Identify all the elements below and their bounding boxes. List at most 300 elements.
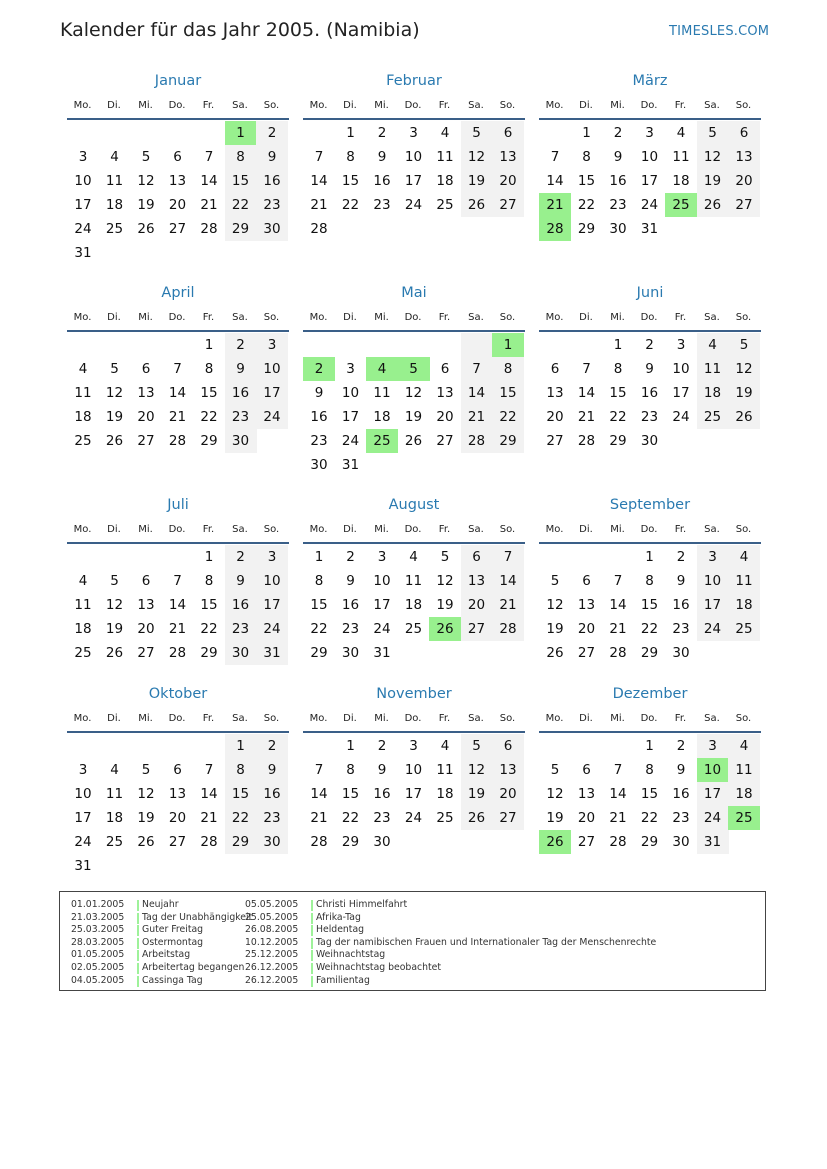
holiday-name: Familientag <box>316 974 370 986</box>
weekday-label: Di. <box>579 524 593 535</box>
holiday-date: 25.05.2005 <box>245 911 299 923</box>
day-cell: 4 <box>440 738 450 754</box>
day-cell: 20 <box>168 197 187 213</box>
day-cell: 13 <box>577 786 596 802</box>
day-cell: 15 <box>310 597 328 613</box>
day-cell: 18 <box>672 173 690 189</box>
day-grid <box>539 121 761 265</box>
day-cell: 16 <box>640 385 659 401</box>
weekday-label: Do. <box>168 312 186 323</box>
weekday-label: Mi. <box>610 312 625 323</box>
day-cell: 30 <box>256 830 288 854</box>
day-cell: 11 <box>404 573 423 589</box>
day-cell: 20 <box>492 782 524 806</box>
day-cell: 20 <box>436 409 454 425</box>
day-cell: 17 <box>373 597 391 613</box>
day-cell: 6 <box>461 545 493 569</box>
day-cell: 2 <box>225 333 257 357</box>
weekday-label: Sa. <box>232 100 248 111</box>
weekday-label: Mi. <box>374 312 389 323</box>
day-cell: 3 <box>409 738 418 754</box>
day-cell: 20 <box>137 621 155 637</box>
day-cell: 4 <box>676 125 686 141</box>
day-cell: 2 <box>377 738 387 754</box>
day-cell: 3 <box>377 549 387 565</box>
day-cell: 23 <box>640 409 659 425</box>
day-cell: 14 <box>577 385 596 401</box>
day-cell: 14 <box>310 173 328 189</box>
month-name: Juli <box>167 497 189 513</box>
day-cell: 11 <box>105 786 124 802</box>
weekday-label: Fr. <box>202 100 215 111</box>
day-cell: 18 <box>74 409 92 425</box>
day-cell: 10 <box>256 357 288 381</box>
day-cell: 26 <box>105 645 124 661</box>
day-cell: 11 <box>728 569 760 593</box>
header-divider <box>539 731 761 733</box>
day-cell: 29 <box>310 645 328 661</box>
day-cell: 4 <box>409 549 418 565</box>
day-cell: 21 <box>577 409 596 425</box>
day-cell: 3 <box>409 125 418 141</box>
month-name: Mai <box>401 285 427 301</box>
day-cell: 6 <box>173 762 182 778</box>
day-cell: 3 <box>256 333 288 357</box>
day-cell: 22 <box>341 197 360 213</box>
holiday-marker <box>137 963 139 974</box>
day-cell: 21 <box>310 197 328 213</box>
day-cell: 11 <box>436 149 454 165</box>
day-cell: 2 <box>346 549 355 565</box>
day-cell: 10 <box>74 786 92 802</box>
month-name: September <box>609 497 691 513</box>
day-cell: 26 <box>137 834 155 850</box>
header-divider <box>303 330 525 332</box>
day-cell: 14 <box>492 569 524 593</box>
day-cell: 16 <box>225 381 257 405</box>
day-cell: 15 <box>640 786 659 802</box>
weekday-label: Mo. <box>73 100 92 111</box>
day-cell: 8 <box>346 762 355 778</box>
day-cell: 29 <box>200 433 218 449</box>
day-cell: 15 <box>577 173 596 189</box>
day-cell: 11 <box>697 357 729 381</box>
header-divider <box>67 330 289 332</box>
day-cell: 10 <box>640 149 659 165</box>
weekday-label: Fr. <box>438 713 451 724</box>
day-cell: 16 <box>672 786 690 802</box>
day-cell: 16 <box>341 597 360 613</box>
holiday-name: Weihnachtstag beobachtet <box>316 961 442 973</box>
weekday-label: Fr. <box>674 524 687 535</box>
weekday-header <box>67 524 289 538</box>
day-cell: 24 <box>404 197 423 213</box>
day-cell: 20 <box>168 810 187 826</box>
month-name: Januar <box>154 73 202 89</box>
day-cell: 18 <box>436 786 454 802</box>
day-cell: 3 <box>346 361 355 377</box>
day-cell: 10 <box>341 385 360 401</box>
weekday-label: So. <box>735 524 752 535</box>
weekday-label: Mo. <box>545 312 564 323</box>
header-divider <box>303 731 525 733</box>
day-cell: 9 <box>676 573 686 589</box>
day-cell: 16 <box>672 597 690 613</box>
day-cell: 7 <box>492 545 524 569</box>
day-cell: 9 <box>225 357 257 381</box>
day-cell: 25 <box>436 810 454 826</box>
day-cell: 18 <box>373 409 391 425</box>
day-cell: 6 <box>582 762 591 778</box>
day-cell: 15 <box>341 173 360 189</box>
day-cell: 27 <box>168 834 187 850</box>
day-cell: 3 <box>697 734 729 758</box>
weekday-label: Fr. <box>438 524 451 535</box>
holiday-date: 25.12.2005 <box>245 949 299 961</box>
day-cell: 7 <box>173 361 182 377</box>
day-cell: 4 <box>78 573 88 589</box>
day-cell: 14 <box>200 786 218 802</box>
day-cell: 4 <box>78 361 88 377</box>
weekday-label: Mo. <box>545 100 564 111</box>
day-cell: 4 <box>728 734 760 758</box>
weekday-label: Mi. <box>138 713 153 724</box>
day-cell: 14 <box>168 385 187 401</box>
weekday-label: Do. <box>404 100 422 111</box>
day-cell: 17 <box>404 786 423 802</box>
weekday-label: Sa. <box>468 100 484 111</box>
day-cell: 1 <box>204 549 214 565</box>
holiday-name: Arbeitertag begangen <box>142 961 245 973</box>
holiday-day-cell: 26 <box>429 617 461 641</box>
holiday-date: 25.03.2005 <box>71 924 125 936</box>
holiday-day-cell: 1 <box>492 333 524 357</box>
day-cell: 30 <box>310 457 328 473</box>
day-cell: 9 <box>676 762 686 778</box>
weekday-header <box>303 100 525 114</box>
day-cell: 22 <box>492 405 524 429</box>
day-cell: 10 <box>256 569 288 593</box>
holiday-day-cell: 26 <box>539 830 571 854</box>
day-cell: 24 <box>672 409 690 425</box>
weekday-label: Di. <box>343 100 357 111</box>
holiday-day-cell: 25 <box>366 429 398 453</box>
day-cell: 31 <box>256 641 288 665</box>
day-cell: 30 <box>256 217 288 241</box>
holiday-date: 04.05.2005 <box>71 974 125 986</box>
day-cell: 6 <box>728 121 760 145</box>
day-cell: 2 <box>256 734 288 758</box>
day-cell: 15 <box>225 782 257 806</box>
weekday-header <box>303 524 525 538</box>
day-cell: 5 <box>550 762 560 778</box>
day-cell: 1 <box>645 738 654 754</box>
holiday-marker <box>137 938 139 949</box>
day-cell: 29 <box>640 645 659 661</box>
day-cell: 12 <box>728 357 760 381</box>
weekday-label: Do. <box>640 713 658 724</box>
weekday-header <box>539 312 761 326</box>
day-cell: 30 <box>225 429 257 453</box>
day-cell: 4 <box>440 125 450 141</box>
day-grid <box>539 545 761 689</box>
day-cell: 16 <box>609 173 627 189</box>
weekday-label: Do. <box>404 524 422 535</box>
weekday-header <box>539 524 761 538</box>
day-grid <box>303 545 525 689</box>
holiday-marker <box>137 950 139 961</box>
day-cell: 15 <box>492 381 524 405</box>
day-cell: 27 <box>168 221 187 237</box>
day-cell: 13 <box>492 145 524 169</box>
day-cell: 4 <box>110 762 119 778</box>
weekday-label: Do. <box>168 713 186 724</box>
day-cell: 12 <box>461 758 493 782</box>
day-cell: 15 <box>200 385 218 401</box>
weekday-label: Sa. <box>704 524 720 535</box>
day-cell: 25 <box>74 433 92 449</box>
day-cell: 25 <box>436 197 454 213</box>
holiday-marker <box>137 925 139 936</box>
day-grid <box>67 121 289 265</box>
holiday-marker <box>311 963 313 974</box>
weekday-label: Fr. <box>202 524 215 535</box>
day-cell: 9 <box>225 569 257 593</box>
day-cell: 23 <box>373 197 391 213</box>
day-cell: 12 <box>137 173 155 189</box>
day-cell: 5 <box>461 734 493 758</box>
day-cell: 20 <box>137 409 155 425</box>
day-cell: 29 <box>200 645 218 661</box>
day-cell: 1 <box>346 738 355 754</box>
day-cell: 31 <box>74 858 92 874</box>
weekday-label: Sa. <box>468 312 484 323</box>
day-cell: 23 <box>341 621 360 637</box>
day-cell: 27 <box>492 806 524 830</box>
holiday-day-cell: 25 <box>665 193 697 217</box>
day-cell: 16 <box>225 593 257 617</box>
weekday-label: So. <box>263 524 280 535</box>
day-cell: 28 <box>310 834 328 850</box>
day-cell: 28 <box>461 429 493 453</box>
day-cell: 19 <box>137 197 155 213</box>
weekday-label: Fr. <box>202 713 215 724</box>
day-cell: 9 <box>346 573 355 589</box>
day-cell: 21 <box>461 405 493 429</box>
day-cell: 9 <box>256 145 288 169</box>
day-cell: 24 <box>404 810 423 826</box>
header-divider <box>539 542 761 544</box>
weekday-label: Di. <box>579 713 593 724</box>
day-cell: 16 <box>310 409 328 425</box>
holiday-name: Christi Himmelfahrt <box>316 899 408 910</box>
day-cell: 30 <box>225 641 257 665</box>
day-cell: 25 <box>74 645 92 661</box>
holiday-name: Guter Freitag <box>142 924 204 936</box>
day-cell: 15 <box>609 385 627 401</box>
weekday-label: Mo. <box>309 524 328 535</box>
day-cell: 24 <box>74 834 92 850</box>
day-grid <box>539 333 761 477</box>
weekday-label: Fr. <box>674 312 687 323</box>
day-grid <box>67 545 289 689</box>
day-cell: 30 <box>609 221 627 237</box>
day-cell: 11 <box>728 758 760 782</box>
day-cell: 8 <box>645 762 654 778</box>
day-cell: 1 <box>204 337 214 353</box>
day-cell: 3 <box>78 149 88 165</box>
holiday-date: 02.05.2005 <box>71 961 125 973</box>
month-name: Oktober <box>148 686 208 702</box>
day-cell: 17 <box>672 385 690 401</box>
day-cell: 17 <box>697 782 729 806</box>
day-cell: 12 <box>546 597 564 613</box>
day-cell: 28 <box>168 433 187 449</box>
day-cell: 12 <box>404 385 423 401</box>
day-cell: 22 <box>640 810 659 826</box>
day-cell: 27 <box>137 645 155 661</box>
day-cell: 24 <box>256 405 288 429</box>
weekday-label: Sa. <box>468 713 484 724</box>
day-cell: 27 <box>436 433 454 449</box>
day-cell: 12 <box>697 145 729 169</box>
holiday-date: 01.05.2005 <box>71 949 125 961</box>
day-cell: 8 <box>645 573 654 589</box>
weekday-header <box>303 312 525 326</box>
weekday-label: Di. <box>579 312 593 323</box>
weekday-label: Do. <box>640 312 658 323</box>
day-cell: 25 <box>728 617 760 641</box>
weekday-label: Di. <box>107 713 121 724</box>
weekday-label: Di. <box>343 713 357 724</box>
day-cell: 4 <box>697 333 729 357</box>
month-name: Dezember <box>612 686 688 702</box>
holiday-day-cell: 4 <box>366 357 398 381</box>
day-cell: 27 <box>728 193 760 217</box>
day-cell: 19 <box>546 621 564 637</box>
day-cell: 7 <box>461 357 493 381</box>
day-cell: 18 <box>436 173 454 189</box>
day-cell: 9 <box>613 149 623 165</box>
day-cell: 10 <box>672 361 690 377</box>
day-cell: 5 <box>141 149 151 165</box>
day-cell: 25 <box>105 221 124 237</box>
weekday-label: Di. <box>343 312 357 323</box>
day-cell: 4 <box>110 149 119 165</box>
day-cell: 3 <box>78 762 88 778</box>
weekday-label: So. <box>499 312 516 323</box>
day-cell: 10 <box>404 149 423 165</box>
month-name: Juni <box>636 285 664 301</box>
weekday-label: Mo. <box>73 713 92 724</box>
header-divider <box>67 731 289 733</box>
day-cell: 9 <box>256 758 288 782</box>
day-cell: 11 <box>672 149 690 165</box>
day-cell: 13 <box>577 597 596 613</box>
weekday-label: Mi. <box>138 524 153 535</box>
header-divider <box>539 330 761 332</box>
day-grid <box>303 333 525 477</box>
day-cell: 23 <box>373 810 391 826</box>
month-name: August <box>388 497 440 513</box>
day-cell: 20 <box>461 593 493 617</box>
site-logo-link[interactable]: TIMESLES.COM <box>669 24 770 39</box>
day-cell: 7 <box>613 762 623 778</box>
weekday-label: Sa. <box>468 524 484 535</box>
day-grid <box>303 734 525 878</box>
weekday-label: Do. <box>168 524 186 535</box>
day-cell: 26 <box>137 221 155 237</box>
header-divider <box>67 542 289 544</box>
day-cell: 6 <box>550 361 560 377</box>
day-cell: 5 <box>141 762 151 778</box>
holiday-marker <box>137 913 139 924</box>
weekday-label: Mo. <box>309 713 328 724</box>
day-cell: 6 <box>582 573 591 589</box>
weekday-label: Mi. <box>374 524 389 535</box>
day-cell: 17 <box>256 593 288 617</box>
day-cell: 1 <box>582 125 591 141</box>
day-cell: 12 <box>546 786 564 802</box>
header-divider <box>67 118 289 120</box>
day-cell: 22 <box>200 409 218 425</box>
day-cell: 15 <box>341 786 360 802</box>
header-divider <box>303 118 525 120</box>
weekday-label: Mo. <box>545 524 564 535</box>
day-cell: 11 <box>436 762 454 778</box>
day-cell: 27 <box>546 433 564 449</box>
day-cell: 2 <box>256 121 288 145</box>
day-cell: 14 <box>609 597 627 613</box>
weekday-label: So. <box>735 312 752 323</box>
weekday-label: Mo. <box>309 312 328 323</box>
day-cell: 10 <box>404 762 423 778</box>
holiday-marker <box>311 925 313 936</box>
holiday-name: Tag der namibischen Frauen und Internationaler Tag der Menschenrechte <box>316 936 657 948</box>
day-cell: 18 <box>404 597 423 613</box>
day-cell: 8 <box>314 573 324 589</box>
day-cell: 13 <box>546 385 564 401</box>
day-cell: 23 <box>609 197 627 213</box>
day-cell: 3 <box>645 125 654 141</box>
day-cell: 8 <box>225 145 257 169</box>
day-cell: 16 <box>256 169 288 193</box>
day-cell: 30 <box>640 433 659 449</box>
day-cell: 1 <box>225 734 257 758</box>
holiday-day-cell: 2 <box>303 357 335 381</box>
holiday-date: 10.12.2005 <box>245 936 299 948</box>
day-cell: 30 <box>341 645 360 661</box>
day-cell: 14 <box>310 786 328 802</box>
day-cell: 29 <box>577 221 596 237</box>
day-cell: 9 <box>377 149 387 165</box>
day-cell: 20 <box>546 409 564 425</box>
day-cell: 9 <box>645 361 654 377</box>
weekday-label: Mi. <box>138 100 153 111</box>
day-cell: 1 <box>645 549 654 565</box>
weekday-label: Fr. <box>674 713 687 724</box>
weekday-label: Di. <box>107 312 121 323</box>
weekday-header <box>539 713 761 727</box>
day-cell: 5 <box>110 361 119 377</box>
weekday-label: So. <box>263 100 280 111</box>
day-cell: 21 <box>168 409 187 425</box>
day-cell: 2 <box>613 125 623 141</box>
holiday-date: 01.01.2005 <box>71 899 125 910</box>
day-cell: 15 <box>200 597 218 613</box>
day-cell: 15 <box>225 169 257 193</box>
weekday-label: Sa. <box>232 524 248 535</box>
